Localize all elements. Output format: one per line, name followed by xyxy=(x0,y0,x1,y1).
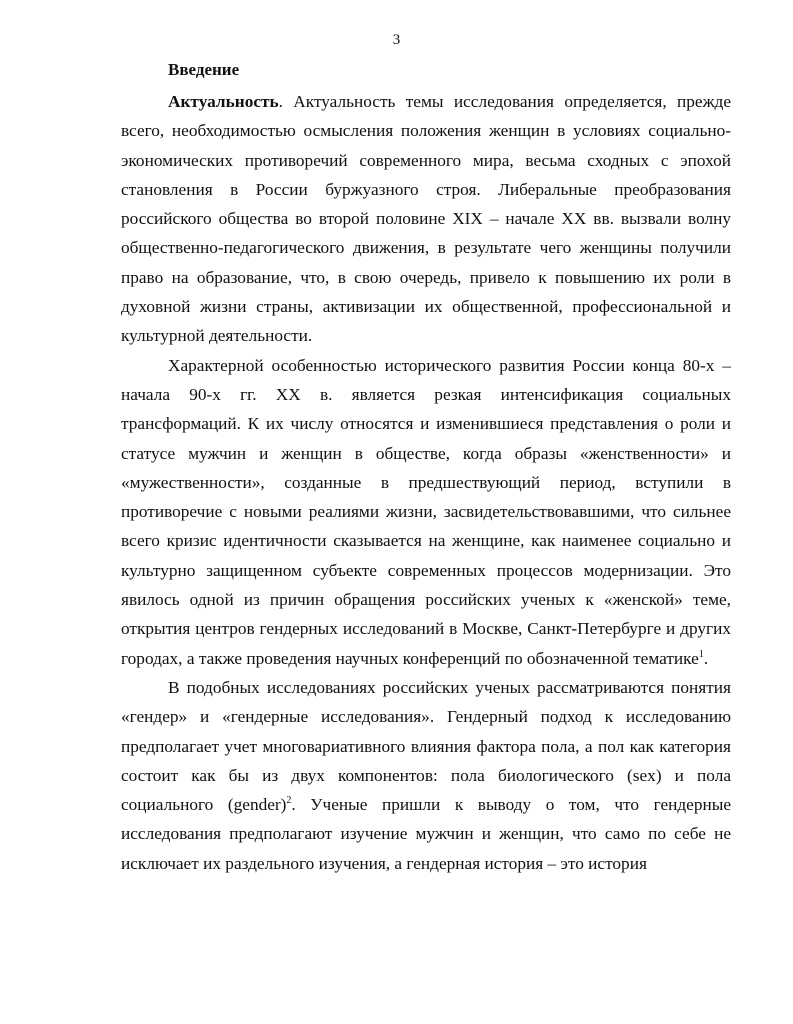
paragraph-historical-context xyxy=(121,351,731,673)
footnote-ref[interactable]: 2 xyxy=(286,795,292,807)
paragraph-gender-concepts xyxy=(121,673,731,878)
section-heading: Введение xyxy=(168,60,240,79)
paragraph-text-after: . Ученые пришли к выводу о том, что гендерные исследования предполагают изучение мужчин и женщин, что само по себе не исключает их раздельного изучения, а гендерная история – это история xyxy=(121,795,731,873)
paragraph-text: . Актуальность темы исследования определяется, прежде всего, необходимостью осмысления положения женщин в условиях социально-экономических противоречий современного мира, весьма сходных с эпохой становления в России буржуазного строя. Либеральные преобразования российского общества во второй половине XIX – начале XX вв. вызвали волну общественно-педагогического движения, в результате чего женщины получили право на образование, что, в свою очередь, привело к повышению их роли в духовной жизни страны, активизации их общественной, профессиональной и культурной деятельности. xyxy=(121,92,731,346)
footnote-ref[interactable]: 1 xyxy=(698,648,704,660)
paragraph-text: В подобных исследованиях российских ученых рассматриваются понятия «гендер» и «гендерные исследования». Гендерный подход к исследованию предполагает учет многовариативного влияния фактора пола, а пол как категория состоит как бы из двух компонентов: пола биологического (sex) и пола социального (gender) xyxy=(121,677,731,815)
paragraph-text: Характерной особенностью исторического развития России конца 80-х – начала 90-х гг. XX в. является резкая интенсификация социальных трансформаций. К их числу относятся и изменившиеся представления о роли и статусе мужчин и женщин в обществе, когда образы «женственности» и «мужественности», созданные в предшествующий период, вступили в противоречие с новыми реалиями жизни, засвидетельствовавшими, что сильнее всего кризис идентичности сказывается на женщине, как наименее социально и культурно защищенном субъекте современных процессов модернизации. Это явилось одной из причин обращения российских ученых к «женской» теме, открытия центров гендерных исследований в Москве, Санкт-Петербурге и других городах, а также проведения научных конференций по обозначенной тематике xyxy=(121,355,731,668)
paragraph-text-after: . xyxy=(703,648,709,668)
page-number: 3 xyxy=(392,32,401,48)
lead-term: Актуальность xyxy=(168,92,279,111)
paragraph-relevance xyxy=(121,87,731,351)
body-text xyxy=(121,87,731,878)
